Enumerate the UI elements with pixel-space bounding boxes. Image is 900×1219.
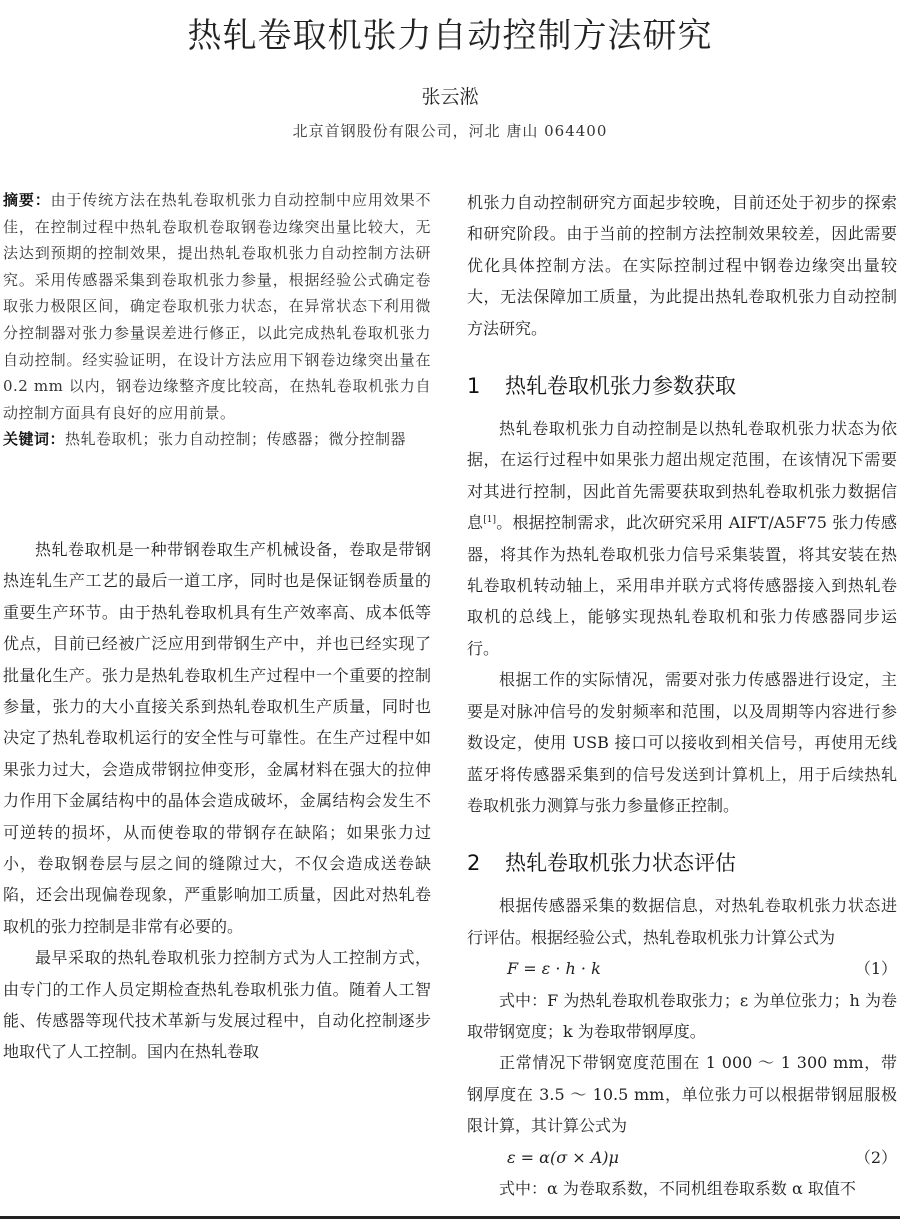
affiliation: 北京首钢股份有限公司，河北 唐山 064400 xyxy=(292,122,608,140)
citation-ref: [1] xyxy=(483,515,496,526)
section-2-paragraph-3: 正常情况下带钢宽度范围在 1 000 ～ 1 300 mm，带钢厚度在 3.5 ～ 10.5 mm，单位张力可以根据带钢屈服极限计算，其计算公式为 xyxy=(467,1053,897,1136)
section-2-paragraph-4: 式中：α 为卷取系数，不同机组卷取系数 α 取值不 xyxy=(499,1178,856,1198)
keywords-label: 关键词： xyxy=(3,430,66,449)
right-column xyxy=(467,187,897,1204)
left-column xyxy=(3,187,431,1068)
abstract-label: 摘要： xyxy=(3,191,51,209)
paper-title: 热轧卷取机张力自动控制方法研究 xyxy=(187,16,713,56)
section-2-number: 2 xyxy=(467,851,481,876)
section-1-paragraph-1-text: 热轧卷取机张力自动控制是以热轧卷取机张力状态为依据，在运行过程中如果张力超出规定范围，在该情况下需要对其进行控制，因此首先需要获取到热轧卷取机张力数据信息 xyxy=(467,419,897,533)
section-2-title: 热轧卷取机张力状态评估 xyxy=(505,851,736,876)
section-1-number: 1 xyxy=(467,374,481,399)
keywords xyxy=(3,426,431,453)
equation-1-body: F = ε · h · k xyxy=(507,959,601,979)
section-1-title: 热轧卷取机张力参数获取 xyxy=(505,374,736,399)
equation-1 xyxy=(467,953,897,984)
keywords-text: 热轧卷取机；张力自动控制；传感器；微分控制器 xyxy=(65,430,407,449)
section-2-paragraph-2: 式中：F 为热轧卷取机卷取张力；ε 为单位张力；h 为卷取带钢宽度；k 为卷取带钢厚度。 xyxy=(467,990,897,1041)
section-1-heading xyxy=(467,370,897,400)
section-2-paragraph-1: 根据传感器采集的数据信息，对热轧卷取机张力状态进行评估。根据经验公式，热轧卷取机张力计算公式为 xyxy=(467,896,897,947)
equation-2-number: （2） xyxy=(854,1147,897,1167)
equation-2-body: ε = α(σ × A)μ xyxy=(507,1147,619,1167)
equation-1-number: （1） xyxy=(854,959,897,979)
author-name: 张云淞 xyxy=(421,86,479,108)
intro-paragraph-1: 热轧卷取机是一种带钢卷取生产机械设备，卷取是带钢热连轧生产工艺的最后一道工序，同时也是保证钢卷质量的重要生产环节。由于热轧卷取机具有生产效率高、成本低等优点，目前已经被广泛应用到带钢生产中，并也已经实现了批量化生产。张力是热轧卷取机生产过程中一个重要的控制参量，张力的大小直接关系到热轧卷取机生产质量，同时也决定了热轧卷取机运行的安全性与可靠性。在生产过程中如果张力过大，会造成带钢拉伸变形，金属材料在强大的拉伸力作用下金属结构中的晶体会造成破坏，金属结构会发生不可逆转的损坏，从而使卷取的带钢存在缺陷；如果张力过小，卷取钢卷层与层之间的缝隙过大，不仅会造成送卷缺陷，还会出现偏卷现象，严重影响加工质量，因此对热轧卷取机的张力控制是非常有必要的。 xyxy=(3,539,431,936)
abstract-text: 由于传统方法在热轧卷取机张力自动控制中应用效果不佳，在控制过程中热轧卷取机卷取钢卷边缘突出量比较大，无法达到预期的控制效果，提出热轧卷取机张力自动控制方法研究。采用传感器采集到卷取机张力参量，根据经验公式确定卷取张力极限区间，确定卷取机张力状态，在异常状态下利用微分控制器对张力参量误差进行修正，以此完成热轧卷取机张力自动控制。经实验证明，在设计方法应用下钢卷边缘突出量在 0.2 mm 以内，钢卷边缘整齐度比较高，在热轧卷取机张力自动控制方面具有良好的应用前景。 xyxy=(3,191,431,422)
section-2-heading xyxy=(467,847,897,877)
section-1-paragraph-1 xyxy=(467,413,897,664)
intro-paragraph-continued: 机张力自动控制研究方面起步较晚，目前还处于初步的探索和研究阶段。由于当前的控制方法控制效果较差，因此需要优化具体控制方法。在实际控制过程中钢卷边缘突出量较大，无法保障加工质量，为此提出热轧卷取机张力自动控制方法研究。 xyxy=(467,193,897,338)
intro-paragraph-2: 最早采取的热轧卷取机张力控制方式为人工控制方式，由专门的工作人员定期检查热轧卷取机张力值。随着人工智能、传感器等现代技术革新与发展过程中，自动化控制逐步地取代了人工控制。国内在热轧卷取 xyxy=(3,948,431,1062)
abstract xyxy=(3,187,431,426)
section-1-paragraph-2: 根据工作的实际情况，需要对张力传感器进行设定，主要是对脉冲信号的发射频率和范围，以及周期等内容进行参数设定，使用 USB 接口可以接收到相关信号，再使用无线蓝牙将传感器采集到的信号发送到计算机上，用于后续热轧卷取机张力测算与张力参量修正控制。 xyxy=(467,670,897,815)
equation-2 xyxy=(467,1142,897,1173)
section-1-paragraph-1-text-cont: 。根据控制需求，此次研究采用 AIFT/A5F75 张力传感器，将其作为热轧卷取机张力信号采集装置，将其安装在热轧卷取机转动轴上，采用串并联方式将传感器接入到热轧卷取机的总线上，能够实现热轧卷取机和张力传感器同步运行。 xyxy=(467,513,897,658)
